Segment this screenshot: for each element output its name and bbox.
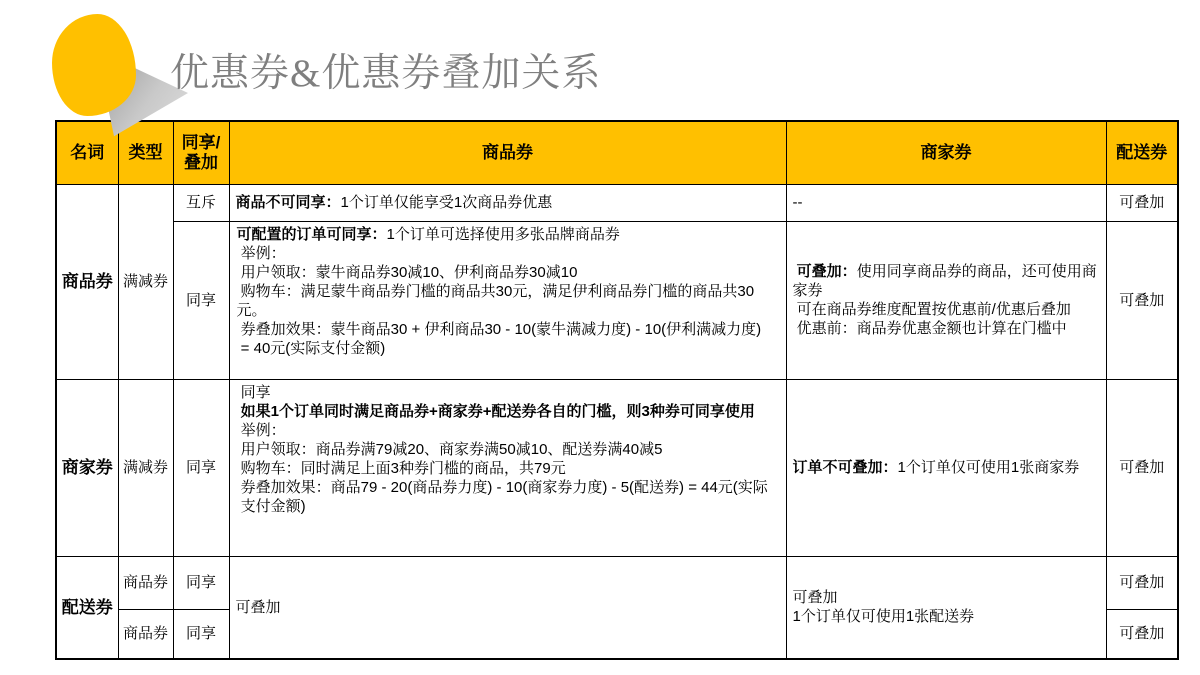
bold-text: 商品不可同享： <box>235 194 341 211</box>
cell-mode-exclusive: 互斥 <box>173 184 229 221</box>
text-line: 用户领取：蒙牛商品券30减10、伊利商品券30减10 <box>236 263 578 281</box>
table-row <box>56 556 1178 609</box>
cell-merchant-exclusive-rule: -- <box>786 184 1106 221</box>
cell-goods-exclusive-rule <box>229 184 786 221</box>
cell-type-delivery-2: 商品券 <box>118 609 173 659</box>
text-line: 券叠加效果：商品79 - 20(商品券力度) - 10(商家券力度) - 5(配送券) = 44元(实际 <box>236 478 768 496</box>
text-line: 1个订单仅可使用1张配送券 <box>792 608 975 626</box>
text-line: 举例： <box>236 421 286 439</box>
cell-mode-delivery-1: 同享 <box>173 556 229 609</box>
header-merchant-coupon: 商家券 <box>786 121 1106 184</box>
bold-text: 订单不可叠加： <box>792 459 898 476</box>
text-line: 可在商品券维度配置按优惠前/优惠后叠加 <box>792 301 1071 318</box>
text-line <box>237 402 780 421</box>
bold-text: 可叠加： <box>792 263 857 280</box>
text-line <box>793 262 1102 300</box>
text-line: 举例： <box>236 244 286 262</box>
bold-text: 可配置的订单可同享： <box>236 225 387 243</box>
cell-merchant-share-rule <box>786 221 1106 379</box>
regular-text: 1个订单仅可使用1张商家券 <box>897 459 1080 476</box>
cell-noun-goods: 商品券 <box>56 184 118 379</box>
bold-text: 如果1个订单同时满足商品券+商家券+配送券各自的门槛，则3种券可同享使用 <box>236 402 755 420</box>
cell-goods-delivery-rule: 可叠加 <box>229 556 786 659</box>
header-goods-coupon: 商品券 <box>229 121 786 184</box>
cell-delivery-delivery-1: 可叠加 <box>1106 556 1178 609</box>
header-noun: 名词 <box>56 121 118 184</box>
page-title: 优惠券&优惠券叠加关系 <box>170 52 602 95</box>
cell-merchant-merchant-rule <box>786 379 1106 556</box>
text-line: 同享 <box>236 383 271 401</box>
text-line <box>793 458 1102 477</box>
cell-mode-share-goods: 同享 <box>173 221 229 379</box>
regular-text: 使用同享商品券的商品，还可使用商家券 <box>792 263 1097 299</box>
text-line: 购物车：满足蒙牛商品券门槛的商品共30元，满足伊利商品券门槛的商品共30元。 <box>236 282 755 319</box>
cell-merchant-delivery-rule <box>786 556 1106 659</box>
cell-type-delivery-1: 商品券 <box>118 556 173 609</box>
egg-decoration <box>52 14 136 116</box>
cell-type-merchant: 满减券 <box>118 379 173 556</box>
coupon-stacking-table <box>55 120 1179 660</box>
header-type: 类型 <box>118 121 173 184</box>
table-row <box>56 379 1178 556</box>
cell-type-goods: 满减券 <box>118 184 173 379</box>
cell-delivery-exclusive: 可叠加 <box>1106 184 1178 221</box>
text-line: 购物车：同时满足上面3种券门槛的商品，共79元 <box>236 459 566 477</box>
cell-goods-merchant-rule <box>229 379 786 556</box>
text-line <box>236 193 782 212</box>
header-share-stack: 同享/叠加 <box>173 121 229 184</box>
cell-goods-share-rule <box>229 221 786 379</box>
regular-text: 1个订单可选择使用多张品牌商品券 <box>386 225 620 243</box>
text-line <box>237 225 780 244</box>
text-line: 券叠加效果：蒙牛商品30 + 伊利商品30 - 10(蒙牛满减力度) - 10(伊利满减力度) <box>236 320 762 338</box>
cell-delivery-merchant: 可叠加 <box>1106 379 1178 556</box>
text-line: 用户领取：商品券满79减20、商家券满50减10、配送券满40减5 <box>236 440 663 458</box>
text-line: 支付金额) <box>236 497 306 515</box>
cell-mode-delivery-2: 同享 <box>173 609 229 659</box>
header-delivery-coupon: 配送券 <box>1106 121 1178 184</box>
regular-text: 1个订单仅能享受1次商品券优惠 <box>340 194 553 211</box>
cell-noun-delivery: 配送券 <box>56 556 118 659</box>
cell-delivery-delivery-2: 可叠加 <box>1106 609 1178 659</box>
table-row <box>56 221 1178 379</box>
text-line: 可叠加 <box>792 589 838 607</box>
text-line: 优惠前：商品券优惠金额也计算在门槛中 <box>792 320 1067 337</box>
cell-noun-merchant: 商家券 <box>56 379 118 556</box>
table-row <box>56 184 1178 221</box>
cell-delivery-share: 可叠加 <box>1106 221 1178 379</box>
header-row <box>56 121 1178 184</box>
cell-mode-merchant: 同享 <box>173 379 229 556</box>
text-line: = 40元(实际支付金额) <box>236 339 386 357</box>
